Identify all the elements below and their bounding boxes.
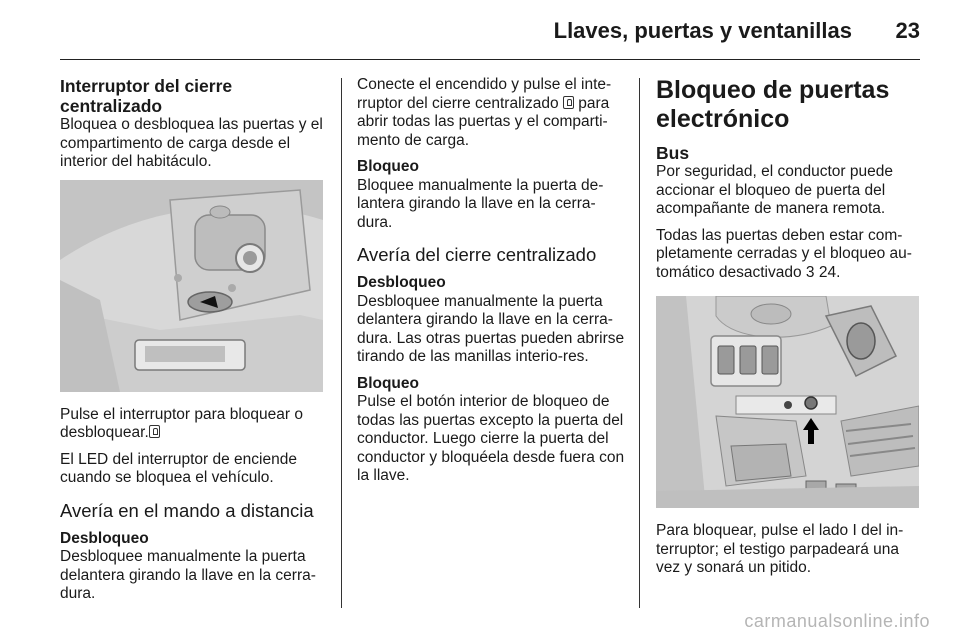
lock-icon	[563, 96, 574, 109]
lock-text-2: Pulse el botón interior de bloqueo de todas las puertas excepto la puerta del conductor. Luego cierre la puerta del conductor y bloquéela desde fuera con la llave.	[357, 393, 625, 484]
subheading-bus: Bus	[656, 143, 690, 163]
subheading-lock-2: Bloqueo	[357, 374, 419, 392]
dashboard-illustration	[656, 296, 919, 508]
figure-central-lock-switch	[60, 180, 323, 392]
column-3	[656, 76, 922, 586]
unlock-text-2: Desbloquee manualmente la puerta delantera girando la llave en la cerra-dura. Las otras puertas pueden abrirse tirando de las manillas interio-res.	[357, 292, 625, 365]
unlock-text: Desbloquee manualmente la puerta delantera girando la llave en la cerra-dura.	[60, 548, 316, 602]
column-2	[357, 76, 625, 494]
lock-text: Bloquee manualmente la puerta de-lantera girando la llave en la cerra-dura.	[357, 176, 604, 231]
doors-closed-text: Todas las puertas deben estar com-pletamente cerradas y el bloqueo au-tomático desactivado 3 24.	[656, 226, 912, 281]
press-switch-text: Pulse el interruptor para bloquear o desbloquear.	[60, 405, 303, 441]
heading-remote-fault: Avería en el mando a distancia	[60, 499, 314, 521]
bus-text: Por seguridad, el conductor puede accionar el bloqueo de puerta del acompañante de manera remota.	[656, 163, 893, 217]
figure-dashboard-switch	[656, 296, 919, 508]
led-text: El LED del interruptor de enciende cuando se bloquea el vehículo.	[60, 450, 297, 486]
press-lock-text: Para bloquear, pulse el lado I del in-terruptor; el testigo parpadeará una vez y sonará un pitido.	[656, 522, 904, 576]
subheading-unlock-2: Desbloqueo	[357, 274, 446, 291]
heading-central-lock-fault: Avería del cierre centralizado	[357, 244, 597, 265]
heading-central-lock-switch: Interruptor del cierre centralizado	[60, 76, 233, 116]
column-1	[60, 76, 325, 612]
header-rule	[60, 59, 920, 60]
intro-text: Bloquea o desbloquea las puertas y el compartimento de carga desde el interior del habitáculo.	[60, 116, 323, 170]
header-title: Llaves, puertas y ventanillas	[553, 18, 852, 43]
subheading-lock: Bloqueo	[357, 158, 419, 175]
page-reference: 3 24.	[805, 263, 841, 281]
lock-icon	[149, 425, 160, 438]
column-divider-2	[639, 78, 640, 608]
page-number: 23	[895, 18, 920, 43]
column-divider-1	[341, 78, 342, 608]
overhead-console-illustration	[60, 180, 323, 392]
ignition-text: Conecte el encendido y pulse el inte-rruptor del cierre centralizado para abrir todas las puertas y el comparti-mento de carga.	[357, 76, 612, 149]
heading-electronic-lock: Bloqueo de puertas electrónico	[656, 76, 890, 133]
subheading-unlock: Desbloqueo	[60, 529, 149, 547]
watermark: carmanualsonline.info	[744, 611, 930, 631]
page-header	[60, 0, 920, 58]
